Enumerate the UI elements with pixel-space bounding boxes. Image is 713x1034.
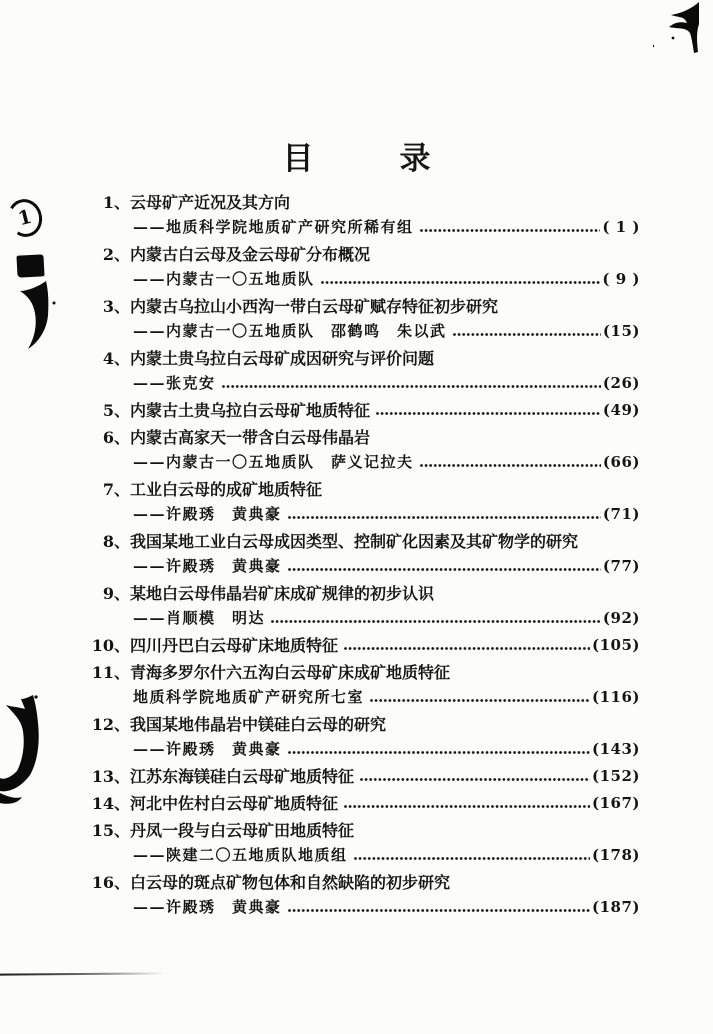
toc-entry [88,427,640,473]
page-title-char-2: 录 [399,141,431,177]
entry-byline: ——内蒙古一〇五地质队 萨义记拉夫 [133,453,414,471]
ink-blot-lower-left [0,693,50,805]
entry-page-number: (178) [591,846,640,864]
page-title [0,141,713,177]
ink-blot-square [16,254,44,277]
entry-byline: ——张克安 [133,374,216,392]
toc-entry [88,714,640,760]
entry-byline: ——许殿琇 黄典豪 [133,740,282,758]
entry-title: 内蒙土贵乌拉白云母矿成因研究与评价问题 [130,349,435,368]
toc-entry [88,662,640,708]
entry-page-number: (167) [591,794,640,812]
stamp-circled-1 [4,195,46,240]
dot-leader [453,321,601,342]
entry-page-number: (77) [602,557,640,575]
entry-title: 我国某地工业白云母成因类型、控制矿化因素及其矿物学的研究 [130,532,579,551]
entry-page-number: (49) [602,401,640,419]
entry-title: 某地白云母伟晶岩矿床成矿规律的初步认识 [130,584,435,603]
dot-leader [360,766,590,787]
dot-leader [370,687,590,708]
dot-leader [376,400,601,421]
dot-leader [354,845,590,866]
entry-byline: ——内蒙古一〇五地质队 邵鹤鸣 朱以武 [133,322,447,340]
toc-entry [88,400,640,421]
toc-entry [88,479,640,525]
entry-byline: 地质科学院地质矿产研究所七室 [133,688,365,706]
entry-number: 7、 [102,480,130,499]
entry-number: 12、 [91,715,130,734]
toc-entry [88,296,640,342]
toc-entry [88,635,640,656]
dot-leader [321,269,601,290]
dot-leader [222,373,601,394]
entry-title: 江苏东海镁硅白云母矿地质特征 [130,767,355,786]
dot-leader [288,897,590,918]
entry-title: 云母矿产近况及其方向 [130,193,291,212]
entry-page-number: ( 9 ) [602,270,640,288]
toc-entry [88,793,640,814]
entry-page-number: (143) [591,740,640,758]
entry-byline: ——许殿琇 黄典豪 [133,557,282,575]
entry-title: 四川丹巴白云母矿床地质特征 [130,636,339,655]
entry-number: 8、 [102,532,130,551]
entry-number: 5、 [102,401,130,420]
entry-title: 内蒙古高家天一带含白云母伟晶岩 [130,428,371,447]
toc-list [88,192,640,924]
entry-page-number: (26) [602,374,640,392]
entry-page-number: (187) [591,898,640,916]
entry-number: 10、 [91,636,130,655]
entry-page-number: (71) [602,505,640,523]
dot-leader [420,217,601,238]
entry-byline: ——地质科学院地质矿产研究所稀有组 [133,218,414,236]
entry-title: 河北中佐村白云母矿地质特征 [130,794,339,813]
entry-number: 9、 [102,584,130,603]
stamp-number: 1 [15,205,35,231]
dot-leader [344,635,590,656]
entry-number: 11、 [91,663,130,682]
entry-page-number: ( 1 ) [602,218,640,236]
entry-title: 内蒙古白云母及金云母矿分布概况 [130,245,371,264]
entry-title: 丹凤一段与白云母矿田地质特征 [130,821,355,840]
dot-leader [271,608,601,629]
entry-title: 青海多罗尔什六五沟白云母矿床成矿地质特征 [130,663,451,682]
entry-title: 白云母的斑点矿物包体和自然缺陷的初步研究 [130,873,451,892]
entry-number: 15、 [91,821,130,840]
toc-entry [88,348,640,394]
entry-byline: ——陕建二〇五地质队地质组 [133,846,348,864]
dot-leader [344,793,590,814]
entry-page-number: (116) [591,688,640,706]
toc-entry [88,192,640,238]
toc-entry [88,531,640,577]
entry-page-number: (66) [602,453,640,471]
toc-entry [88,244,640,290]
entry-title: 我国某地伟晶岩中镁硅白云母的研究 [130,715,387,734]
entry-page-number: (15) [602,322,640,340]
entry-number: 14、 [91,794,130,813]
entry-number: 3、 [102,297,130,316]
toc-entry [88,583,640,629]
entry-page-number: (92) [602,609,640,627]
dot-leader [420,452,601,473]
ink-mark-top-right [653,2,703,54]
entry-number: 1、 [102,193,130,212]
toc-entry [88,820,640,866]
entry-byline: ——内蒙古一〇五地质队 [133,270,315,288]
entry-number: 4、 [102,349,130,368]
dot-leader [288,556,601,577]
entry-number: 16、 [91,873,130,892]
scan-scratch-line [0,972,165,975]
entry-title: 内蒙古乌拉山小西沟一带白云母矿赋存特征初步研究 [130,297,499,316]
entry-page-number: (105) [591,636,640,654]
dot-leader [288,739,590,760]
entry-number: 6、 [102,428,130,447]
entry-number: 13、 [91,767,130,786]
toc-entry [88,872,640,918]
entry-number: 2、 [102,245,130,264]
entry-byline: ——许殿琇 黄典豪 [133,505,282,523]
dot-leader [288,504,601,525]
entry-byline: ——许殿琇 黄典豪 [133,898,282,916]
entry-byline: ——肖顺模 明达 [133,609,266,627]
entry-title: 工业白云母的成矿地质特征 [130,480,323,499]
ink-blot-hook [14,281,66,351]
toc-entry [88,766,640,787]
entry-page-number: (152) [591,767,640,785]
page-title-char-1: 目 [282,141,314,177]
entry-title: 内蒙古土贵乌拉白云母矿地质特征 [130,401,371,420]
